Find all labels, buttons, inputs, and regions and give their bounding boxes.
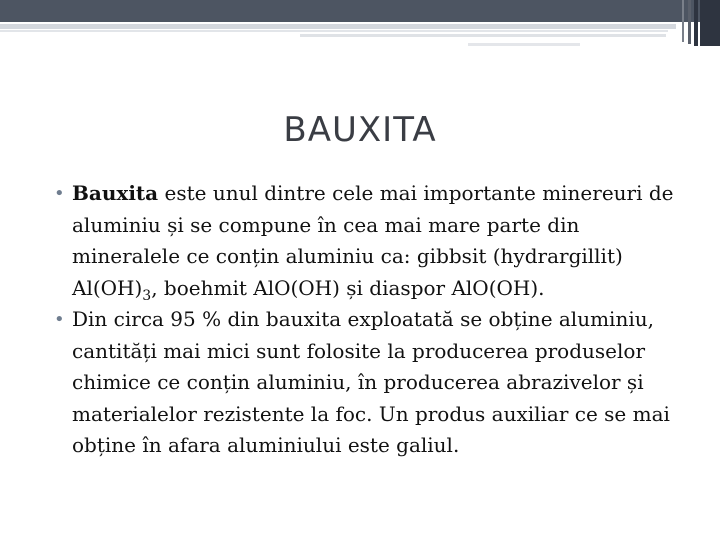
bullet-text: este unul dintre cele mai importante minereuri de aluminiu și se compune în cea mai mare parte din mineralele ce conțin aluminiu ca: gibbsit (hydrargillit) Al(OH) <box>72 181 674 300</box>
top-accent-stripe-short <box>300 34 666 37</box>
corner-decoration-stripe <box>682 0 684 42</box>
bullet-text: Din circa 95 % din bauxita exploatată se obține aluminiu, cantități mai mici sunt folosite la producerea produselor chimice ce conțin aluminiu, în producerea abrazivelor și materialelor rezistente la foc. Un produs auxiliar ce se mai obține în afara aluminiului este galiul. <box>72 307 670 457</box>
bullet-item <box>50 178 680 304</box>
top-accent-stripe <box>0 24 676 29</box>
bullet-text-continued: , boehmit AlO(OH) și diaspor AlO(OH). <box>151 275 545 300</box>
slide-title: BAUXITA <box>283 110 437 150</box>
top-decorative-bar <box>0 0 720 22</box>
bullet-list <box>50 178 680 462</box>
bullet-icon: • <box>54 309 65 330</box>
bullet-bold-lead: Bauxita <box>72 181 159 205</box>
subscript: 3 <box>142 287 152 304</box>
corner-decoration-stripe <box>688 0 691 44</box>
bullet-item <box>50 304 680 462</box>
corner-decoration-block <box>700 0 720 46</box>
corner-decoration-stripe <box>694 0 698 46</box>
top-accent-stripe-small <box>468 43 580 46</box>
top-accent-stripe-thin <box>0 30 668 32</box>
bullet-icon: • <box>54 183 65 204</box>
